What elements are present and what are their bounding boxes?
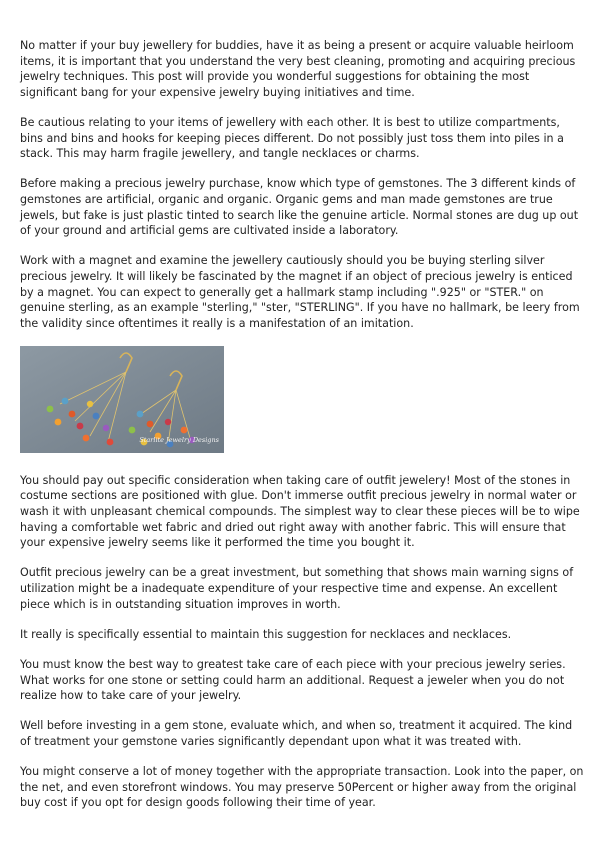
- earrings-photo: [20, 346, 224, 453]
- paragraph: Work with a magnet and examine the jewellery cautiously should you be buying sterling silver precious jewelry. It will likely be fascinated by the magnet if an object of precious jewelry is enticed by a magnet. You can expect to generally get a hallmark stamp including ".925" or "STER." on genuine sterling, as an example "sterling," "ster, "STERLING". If you have no hallmark, be leery from the validity since oftentimes it really is a manifestation of an imitation.: [20, 254, 580, 330]
- paragraph: No matter if your buy jewellery for buddies, have it as being a present or acquire valuable heirloom items, it is important that you understand the very best cleaning, promoting and acquiring precious jewelry techniques. This post will provide you wonderful suggestions for obtaining the most significant bang for your expensive jewelry buying initiatives and time.: [20, 39, 576, 99]
- paragraph: It really is specifically essential to maintain this suggestion for necklaces and necklaces.: [20, 627, 512, 641]
- paragraph: You might conserve a lot of money together with the appropriate transaction. Look into the paper, on the net, and even storefront windows. You may preserve 50Percent or higher away from the original buy cost if you opt for design goods following their time of year.: [20, 765, 584, 810]
- paragraph: Before making a precious jewelry purchase, know which type of gemstones. The 3 different kinds of gemstones are artificial, organic and organic. Organic gems and man made gemstones are true jewels, but fake is just plastic tinted to search like the genuine article. Normal stones are dug up out of your ground and artificial gems are cultivated inside a laboratory.: [20, 177, 579, 238]
- image-caption: Starlite Jewelry Designs: [139, 436, 219, 445]
- paragraph: You should pay out specific consideration when taking care of outfit jewelery! Most of the stones in costume sections are positioned with glue. Don't immerse outfit precious jewelry in normal water or wash it with unpleasant chemical compounds. The simplest way to clear these pieces will be to wipe having a comfortable wet fabric and dried out right away with another fabric. This will ensure that your expensive jewelry seems like it performed the time you bought it.: [20, 473, 580, 550]
- paragraph: Well before investing in a gem stone, evaluate which, and when so, treatment it acquired. The kind of treatment your gemstone varies significantly dependant upon what it was treated with.: [20, 719, 573, 748]
- paragraph: Be cautious relating to your items of jewellery with each other. It is best to utilize compartments, bins and bins and hooks for keeping pieces different. Do not possibly just toss them into piles in a stack. This may harm fragile jewellery, and tangle necklaces or charms.: [20, 115, 564, 161]
- article: [20, 38, 584, 826]
- paragraph: You must know the best way to greatest take care of each piece with your precious jewelry series. What works for one stone or setting could harm an additional. Request a jeweler when you do not realize how to take care of your jewelry.: [20, 658, 566, 703]
- paragraph: Outfit precious jewelry can be a great investment, but something that shows main warning signs of utilization might be a inadequate expenditure of your respective time and expense. An excellent piece which is in outstanding situation improves in worth.: [20, 566, 574, 611]
